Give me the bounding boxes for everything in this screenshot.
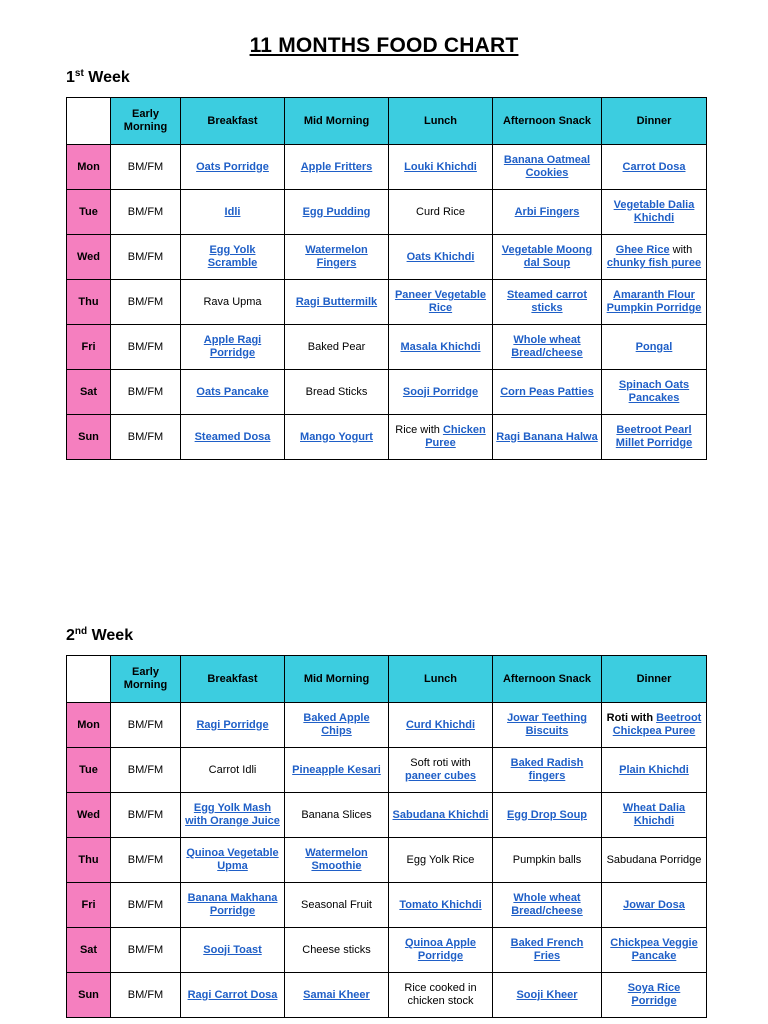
meal-cell-afternoon-snack: [493, 973, 602, 1018]
table-row: [67, 703, 707, 748]
meal-text: Roti with: [606, 712, 657, 724]
recipe-link[interactable]: Quinoa Vegetable Upma: [186, 847, 279, 872]
recipe-link[interactable]: Sooji Kheer: [516, 988, 578, 1001]
page-title: 11 MONTHS FOOD CHART: [249, 34, 519, 57]
meal-cell-early-morning: [111, 928, 181, 973]
recipe-link[interactable]: Quinoa Apple Porridge: [404, 937, 477, 962]
meal-cell-afternoon-snack: [493, 883, 602, 928]
day-cell-wed: Wed: [67, 235, 111, 280]
recipe-link[interactable]: chunky fish puree: [606, 257, 702, 269]
meal-cell-early-morning: [111, 190, 181, 235]
meal-text: BM/FM: [127, 250, 164, 263]
meal-cell-breakfast: [181, 325, 285, 370]
recipe-link[interactable]: Mango Yogurt: [300, 430, 373, 443]
week-1-heading: [66, 68, 130, 87]
column-header-mid-morning: Mid Morning: [285, 98, 389, 145]
corner-cell: [67, 98, 111, 145]
meal-cell-early-morning: [111, 415, 181, 460]
meal-cell-breakfast: [181, 415, 285, 460]
meal-cell-early-morning: [111, 325, 181, 370]
column-header-early-morning: Early Morning: [111, 656, 181, 703]
meal-cell-early-morning: [111, 793, 181, 838]
meal-cell-early-morning: [111, 370, 181, 415]
meal-text: Egg Yolk Rice: [406, 853, 475, 866]
meal-cell-breakfast: [181, 703, 285, 748]
meal-cell-lunch: [389, 973, 493, 1018]
meal-cell-dinner: [602, 883, 707, 928]
meal-cell-breakfast: [181, 793, 285, 838]
recipe-link[interactable]: Vegetable Moong dal Soup: [501, 244, 593, 269]
meal-cell-early-morning: [111, 838, 181, 883]
meal-text: BM/FM: [127, 718, 164, 731]
meal-cell-lunch: [389, 793, 493, 838]
meal-text: BM/FM: [127, 385, 164, 398]
column-header-early-morning: Early Morning: [111, 98, 181, 145]
meal-text: Rava Upma: [203, 295, 262, 308]
week-suffix: nd: [74, 626, 88, 637]
recipe-link[interactable]: Carrot Dosa: [622, 160, 686, 173]
meal-cell-breakfast: [181, 928, 285, 973]
meal-text: BM/FM: [127, 763, 164, 776]
meal-cell-lunch: [389, 415, 493, 460]
meal-cell-early-morning: [111, 235, 181, 280]
day-cell-sat: Sat: [67, 928, 111, 973]
recipe-link[interactable]: Ragi Carrot Dosa: [187, 988, 278, 1001]
table-row: [67, 280, 707, 325]
day-cell-sun: Sun: [67, 415, 111, 460]
meal-text: Baked Pear: [307, 340, 366, 353]
recipe-link[interactable]: Tomato Khichdi: [399, 898, 482, 911]
meal-cell-early-morning: [111, 883, 181, 928]
meal-cell-lunch: [389, 883, 493, 928]
table-row: [67, 325, 707, 370]
meal-cell-dinner: [602, 190, 707, 235]
recipe-link[interactable]: paneer cubes: [405, 770, 476, 782]
table-row: [67, 793, 707, 838]
recipe-link[interactable]: Sooji Toast: [203, 943, 262, 956]
recipe-link[interactable]: Ragi Buttermilk: [295, 295, 378, 308]
meal-text: BM/FM: [127, 295, 164, 308]
recipe-link[interactable]: Watermelon Fingers: [305, 244, 368, 269]
day-cell-fri: Fri: [67, 883, 111, 928]
recipe-link[interactable]: Whole wheat Bread/cheese: [511, 892, 583, 917]
meal-cell-dinner: [602, 703, 707, 748]
meal-cell-breakfast: [181, 145, 285, 190]
meal-cell-lunch: [389, 235, 493, 280]
meal-cell-breakfast: [181, 190, 285, 235]
meal-cell-mid-morning: [285, 973, 389, 1018]
recipe-link[interactable]: Idli: [224, 205, 241, 218]
week-number: 1: [66, 69, 75, 86]
recipe-link[interactable]: Sooji Porridge: [402, 385, 479, 398]
recipe-link[interactable]: Samai Kheer: [303, 988, 370, 1001]
recipe-link[interactable]: Jowar Dosa: [623, 898, 685, 911]
meal-cell-mid-morning: [285, 280, 389, 325]
table-row: [67, 370, 707, 415]
meal-text: Seasonal Fruit: [301, 898, 372, 911]
recipe-link[interactable]: Banana Oatmeal Cookies: [503, 154, 591, 179]
recipe-link[interactable]: Egg Yolk Scramble: [207, 244, 258, 269]
meal-cell-dinner: [602, 793, 707, 838]
meal-cell-early-morning: [111, 703, 181, 748]
day-cell-thu: Thu: [67, 838, 111, 883]
week-label: Week: [91, 627, 134, 644]
corner-cell: [67, 656, 111, 703]
meal-cell-dinner: [602, 838, 707, 883]
recipe-link[interactable]: Oats Pancake: [196, 385, 269, 398]
meal-cell-afternoon-snack: [493, 235, 602, 280]
table-row: [67, 415, 707, 460]
meal-cell-mid-morning: [285, 235, 389, 280]
meal-text: Banana Slices: [301, 808, 372, 821]
recipe-link[interactable]: Corn Peas Patties: [500, 385, 594, 398]
meal-cell-mid-morning: [285, 883, 389, 928]
meal-cell-breakfast: [181, 973, 285, 1018]
meal-text: Rice with: [395, 424, 443, 436]
meal-cell-mid-morning: [285, 370, 389, 415]
week-label: Week: [88, 69, 130, 86]
recipe-link[interactable]: Vegetable Dalia Khichdi: [613, 199, 695, 224]
meal-cell-mid-morning: [285, 838, 389, 883]
meal-cell-lunch: [389, 838, 493, 883]
meal-cell-afternoon-snack: [493, 190, 602, 235]
recipe-link[interactable]: Paneer Vegetable Rice: [394, 289, 487, 314]
meal-cell-lunch: [389, 325, 493, 370]
meal-cell-breakfast: [181, 370, 285, 415]
day-cell-wed: Wed: [67, 793, 111, 838]
recipe-link[interactable]: Pineapple Kesari: [292, 763, 381, 776]
meal-cell-dinner: [602, 325, 707, 370]
meal-cell-dinner: [602, 415, 707, 460]
meal-cell-afternoon-snack: [493, 325, 602, 370]
meal-cell-early-morning: [111, 145, 181, 190]
recipe-link[interactable]: Chickpea Veggie Pancake: [610, 937, 698, 962]
meal-cell-mid-morning: [285, 928, 389, 973]
meal-cell-afternoon-snack: [493, 793, 602, 838]
meal-cell-afternoon-snack: [493, 928, 602, 973]
column-header-breakfast: Breakfast: [181, 656, 285, 703]
meal-cell-dinner: [602, 748, 707, 793]
recipe-link[interactable]: Beetroot Pearl Millet Porridge: [615, 424, 693, 449]
day-cell-sat: Sat: [67, 370, 111, 415]
column-header-lunch: Lunch: [389, 656, 493, 703]
meal-cell-mid-morning: [285, 748, 389, 793]
meal-cell-mid-morning: [285, 190, 389, 235]
recipe-link[interactable]: Apple Fritters: [300, 160, 373, 173]
meal-cell-breakfast: [181, 883, 285, 928]
day-cell-mon: Mon: [67, 145, 111, 190]
meal-cell-mid-morning: [285, 703, 389, 748]
week-number: 2: [66, 627, 75, 644]
table-row: [67, 973, 707, 1018]
recipe-link[interactable]: Beetroot Chickpea Puree: [612, 712, 702, 737]
meal-cell-afternoon-snack: [493, 415, 602, 460]
recipe-link[interactable]: Egg Pudding: [302, 205, 371, 218]
meal-cell-dinner: [602, 145, 707, 190]
meal-cell-lunch: [389, 145, 493, 190]
meal-text: BM/FM: [127, 853, 164, 866]
recipe-link[interactable]: Oats Porridge: [196, 160, 269, 173]
recipe-link[interactable]: Steamed Dosa: [194, 430, 271, 443]
day-cell-tue: Tue: [67, 190, 111, 235]
meal-cell-lunch: [389, 748, 493, 793]
meal-cell-lunch: [389, 703, 493, 748]
meal-cell-afternoon-snack: [493, 838, 602, 883]
meal-text: with: [669, 244, 693, 256]
recipe-link[interactable]: Soya Rice Porridge: [627, 982, 681, 1007]
table-row: [67, 883, 707, 928]
header-row: [67, 656, 707, 703]
recipe-link[interactable]: Sabudana Khichdi: [392, 808, 489, 821]
meal-text: BM/FM: [127, 898, 164, 911]
meal-cell-early-morning: [111, 748, 181, 793]
meal-text: BM/FM: [127, 160, 164, 173]
meal-cell-dinner: [602, 370, 707, 415]
recipe-link[interactable]: Egg Drop Soup: [506, 808, 588, 821]
meal-cell-breakfast: [181, 748, 285, 793]
meal-cell-breakfast: [181, 838, 285, 883]
meal-text: Carrot Idli: [208, 763, 257, 776]
meal-cell-afternoon-snack: [493, 748, 602, 793]
column-header-dinner: Dinner: [602, 656, 707, 703]
meal-cell-mid-morning: [285, 325, 389, 370]
table-row: [67, 145, 707, 190]
recipe-link[interactable]: Baked Radish fingers: [510, 757, 584, 782]
week-2-heading: [66, 626, 133, 645]
recipe-link[interactable]: Whole wheat Bread/cheese: [511, 334, 583, 359]
recipe-link[interactable]: Oats Khichdi: [406, 250, 475, 263]
meal-cell-dinner: [602, 280, 707, 325]
recipe-link[interactable]: Wheat Dalia Khichdi: [622, 802, 686, 827]
meal-cell-dinner: [602, 235, 707, 280]
recipe-link[interactable]: Arbi Fingers: [514, 205, 580, 218]
column-header-afternoon-snack: Afternoon Snack: [493, 98, 602, 145]
table-row: [67, 235, 707, 280]
header-row: [67, 98, 707, 145]
meal-cell-breakfast: [181, 280, 285, 325]
meal-cell-mid-morning: [285, 793, 389, 838]
column-header-afternoon-snack: Afternoon Snack: [493, 656, 602, 703]
recipe-link[interactable]: Pongal: [635, 340, 673, 353]
recipe-link[interactable]: Ragi Banana Halwa: [496, 430, 598, 443]
recipe-link[interactable]: Baked French Fries: [510, 937, 584, 962]
meal-cell-mid-morning: [285, 415, 389, 460]
recipe-link[interactable]: Amaranth Flour Pumpkin Porridge: [606, 289, 702, 314]
recipe-link[interactable]: Chicken Puree: [425, 424, 486, 449]
recipe-link[interactable]: Watermelon Smoothie: [305, 847, 368, 872]
meal-text: BM/FM: [127, 205, 164, 218]
recipe-link[interactable]: Ghee Rice: [615, 244, 670, 256]
day-cell-tue: Tue: [67, 748, 111, 793]
column-header-lunch: Lunch: [389, 98, 493, 145]
meal-cell-dinner: [602, 973, 707, 1018]
table-row: [67, 190, 707, 235]
day-cell-thu: Thu: [67, 280, 111, 325]
meal-text: BM/FM: [127, 430, 164, 443]
meal-text: Pumpkin balls: [512, 853, 582, 866]
column-header-mid-morning: Mid Morning: [285, 656, 389, 703]
meal-text: Sabudana Porridge: [606, 853, 702, 866]
recipe-link[interactable]: Banana Makhana Porridge: [187, 892, 278, 917]
meal-text: Rice cooked in chicken stock: [404, 982, 477, 1007]
recipe-link[interactable]: Jowar Teething Biscuits: [507, 712, 587, 737]
week-1-table: [66, 97, 707, 460]
day-cell-mon: Mon: [67, 703, 111, 748]
recipe-link[interactable]: Curd Khichdi: [405, 718, 476, 731]
recipe-link[interactable]: Steamed carrot sticks: [506, 289, 588, 314]
meal-cell-lunch: [389, 280, 493, 325]
meal-text: BM/FM: [127, 340, 164, 353]
day-cell-fri: Fri: [67, 325, 111, 370]
meal-cell-early-morning: [111, 973, 181, 1018]
meal-cell-early-morning: [111, 280, 181, 325]
meal-cell-breakfast: [181, 235, 285, 280]
meal-text: BM/FM: [127, 808, 164, 821]
meal-cell-afternoon-snack: [493, 280, 602, 325]
meal-text: Curd Rice: [416, 205, 465, 218]
column-header-dinner: Dinner: [602, 98, 707, 145]
recipe-link[interactable]: Masala Khichdi: [400, 340, 481, 353]
table-row: [67, 838, 707, 883]
meal-cell-afternoon-snack: [493, 145, 602, 190]
recipe-link[interactable]: Louki Khichdi: [404, 160, 477, 173]
meal-cell-afternoon-snack: [493, 370, 602, 415]
recipe-link[interactable]: Apple Ragi Porridge: [203, 334, 262, 359]
meal-text: Cheese sticks: [302, 943, 371, 956]
meal-cell-lunch: [389, 928, 493, 973]
table-row: [67, 928, 707, 973]
meal-cell-lunch: [389, 190, 493, 235]
meal-text: BM/FM: [127, 943, 164, 956]
meal-cell-mid-morning: [285, 145, 389, 190]
week-2-table: [66, 655, 707, 1018]
meal-text: Soft roti with: [410, 757, 471, 769]
meal-cell-lunch: [389, 370, 493, 415]
week-suffix: st: [74, 68, 84, 79]
meal-text: BM/FM: [127, 988, 164, 1001]
column-header-breakfast: Breakfast: [181, 98, 285, 145]
meal-cell-dinner: [602, 928, 707, 973]
table-row: [67, 748, 707, 793]
meal-cell-afternoon-snack: [493, 703, 602, 748]
recipe-link[interactable]: Baked Apple Chips: [303, 712, 370, 737]
recipe-link[interactable]: Ragi Porridge: [196, 718, 269, 731]
recipe-link[interactable]: Egg Yolk Mash with Orange Juice: [185, 802, 280, 827]
day-cell-sun: Sun: [67, 973, 111, 1018]
meal-text: Bread Sticks: [305, 385, 368, 398]
recipe-link[interactable]: Spinach Oats Pancakes: [618, 379, 690, 404]
recipe-link[interactable]: Plain Khichdi: [619, 763, 689, 776]
